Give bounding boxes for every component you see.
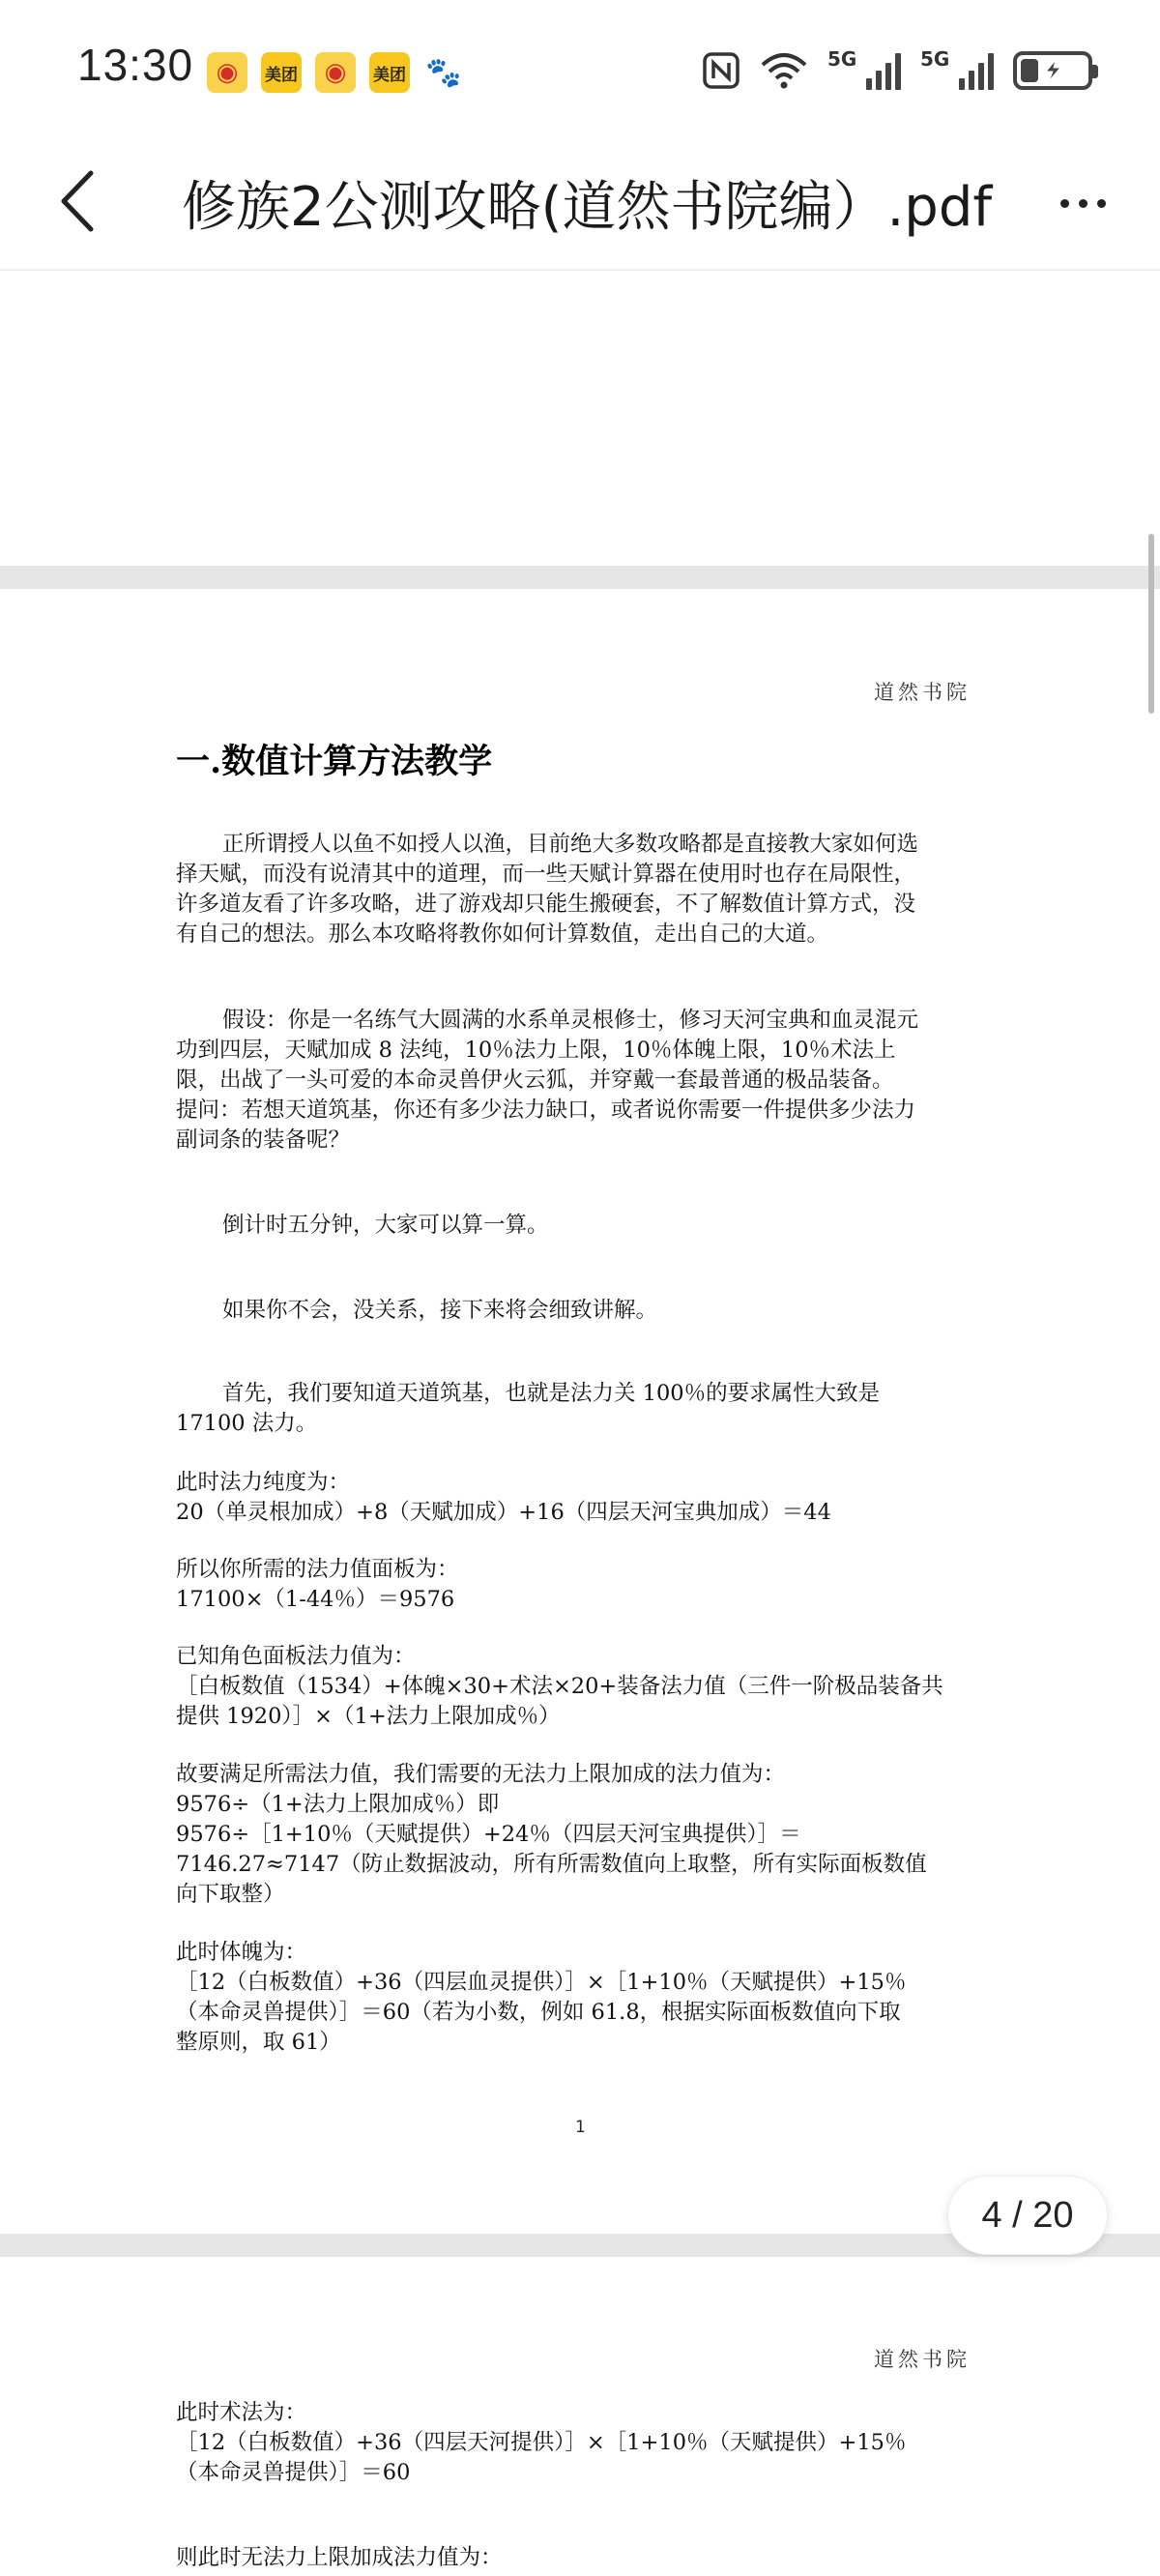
text-line: 首先，我们要知道天道筑基，也就是法力关 100％的要求属性大致是 bbox=[222, 1381, 881, 1406]
back-button[interactable] bbox=[39, 162, 116, 240]
wifi-icon bbox=[760, 51, 808, 90]
scrollbar-thumb[interactable] bbox=[1148, 534, 1154, 714]
status-bar bbox=[0, 0, 1160, 135]
text-line: 9576÷［1+10％（天赋提供）+24％（四层天河宝典提供）］＝ bbox=[176, 1822, 801, 1847]
paragraph bbox=[176, 1468, 988, 1528]
weibo-icon: ◉ bbox=[207, 52, 247, 93]
page-footer-number: 1 bbox=[575, 2118, 586, 2137]
paragraph bbox=[176, 1006, 988, 1096]
paragraph bbox=[176, 1760, 988, 1910]
text-line: 所以你所需的法力值面板为： bbox=[176, 1557, 459, 1582]
text-line: 限，出战了一头可爱的本命灵兽伊火云狐，并穿戴一套最普通的极品装备。 bbox=[176, 1068, 894, 1093]
baidu-icon: 🐾 bbox=[425, 55, 462, 90]
text-line: 提供 1920）］×（1+法力上限加成％） bbox=[176, 1704, 561, 1729]
system-icons bbox=[702, 48, 1092, 93]
text-line: 7146.27≈7147（防止数据波动，所有所需数值向上取整，所有实际面板数值 bbox=[176, 1852, 927, 1877]
text-line: 有自己的想法。那么本攻略将教你如何计算数值，走出自己的大道。 bbox=[176, 922, 829, 947]
text-line: ［白板数值（1534）+体魄×30+术法×20+装备法力值（三件一阶极品装备共 bbox=[176, 1674, 943, 1699]
paragraph bbox=[176, 1642, 988, 1732]
text-line: 功到四层，天赋加成 8 法纯，10％法力上限，10％体魄上限，10％术法上 bbox=[176, 1038, 896, 1063]
page-separator bbox=[0, 566, 1160, 589]
paragraph bbox=[176, 1379, 988, 1439]
meituan-icon: 美团 bbox=[261, 52, 302, 93]
paragraph: 倒计时五分钟，大家可以算一算。 bbox=[222, 1213, 549, 1238]
paragraph bbox=[176, 1555, 988, 1615]
top-nav-bar bbox=[0, 135, 1160, 271]
battery-charging-icon bbox=[1013, 51, 1092, 90]
text-line: ［12（白板数值）+36（四层血灵提供）］×［1+10％（天赋提供）+15％ bbox=[176, 1970, 907, 1995]
text-line: 17100 法力。 bbox=[176, 1411, 318, 1436]
text-line: ［12（白板数值）+36（四层天河提供）］×［1+10％（天赋提供）+15％ bbox=[176, 2430, 907, 2455]
text-line: 许多道友看了许多攻略，进了游戏却只能生搬硬套，不了解数值计算方式，没 bbox=[176, 892, 916, 917]
text-line: 择天赋，而没有说清其中的道理，而一些天赋计算器在使用时也存在局限性， bbox=[176, 862, 916, 887]
signal-icon bbox=[827, 47, 901, 90]
text-line: （本命灵兽提供）］＝60 bbox=[176, 2460, 411, 2485]
paragraph bbox=[176, 830, 988, 950]
text-line: （本命灵兽提供）］＝60（若为小数，例如 61.8，根据实际面板数值向下取 bbox=[176, 2000, 901, 2025]
text-line: 已知角色面板法力值为： bbox=[176, 1644, 416, 1669]
text-line: 此时术法为： bbox=[176, 2400, 307, 2425]
paragraph bbox=[176, 1938, 988, 2058]
paragraph bbox=[176, 2398, 988, 2488]
page-header: 道然书院 bbox=[874, 681, 971, 704]
document-title: 修族2公测攻略(道然书院编）.pdf bbox=[182, 176, 993, 239]
text-line: 正所谓授人以鱼不如授人以渔，目前绝大多数攻略都是直接教大家如何选 bbox=[222, 832, 919, 857]
section-title: 一.数值计算方法教学 bbox=[176, 742, 493, 781]
meituan-icon: 美团 bbox=[369, 52, 410, 93]
text-line: 9576÷（1+法力上限加成％）即 bbox=[176, 1792, 500, 1817]
nfc-icon bbox=[702, 51, 740, 90]
paragraph bbox=[176, 1096, 988, 1156]
more-options-button[interactable] bbox=[1044, 164, 1121, 242]
text-line: 整原则，取 61） bbox=[176, 2030, 341, 2055]
text-line: 17100×（1-44％）＝9576 bbox=[176, 1587, 455, 1612]
text-line: 20（单灵根加成）+8（天赋加成）+16（四层天河宝典加成）＝44 bbox=[176, 1500, 831, 1525]
page-indicator[interactable]: 4 / 20 bbox=[947, 2176, 1108, 2255]
text-line: 副词条的装备呢？ bbox=[176, 1127, 351, 1153]
network-type-label: 5G bbox=[827, 47, 857, 71]
paragraph: 如果你不会，没关系，接下来将会细致讲解。 bbox=[222, 1298, 658, 1323]
signal-icon bbox=[920, 47, 994, 90]
page-header: 道然书院 bbox=[874, 2348, 971, 2371]
text-line: 此时体魄为： bbox=[176, 1940, 307, 1965]
text-line: 此时法力纯度为： bbox=[176, 1470, 351, 1495]
text-line: 故要满足所需法力值，我们需要的无法力上限加成的法力值为： bbox=[176, 1762, 786, 1787]
chevron-left-icon bbox=[56, 167, 99, 235]
network-type-label: 5G bbox=[920, 47, 950, 71]
weibo-icon: ◉ bbox=[315, 52, 356, 93]
status-time: 13:30 bbox=[77, 40, 194, 90]
text-line: 向下取整） bbox=[176, 1882, 285, 1907]
paragraph: 则此时无法力上限加成法力值为： bbox=[176, 2545, 503, 2570]
text-line: 提问：若想天道筑基，你还有多少法力缺口，或者说你需要一件提供多少法力 bbox=[176, 1098, 916, 1123]
text-line: 假设：你是一名练气大圆满的水系单灵根修士，修习天河宝典和血灵混元 bbox=[222, 1008, 919, 1033]
